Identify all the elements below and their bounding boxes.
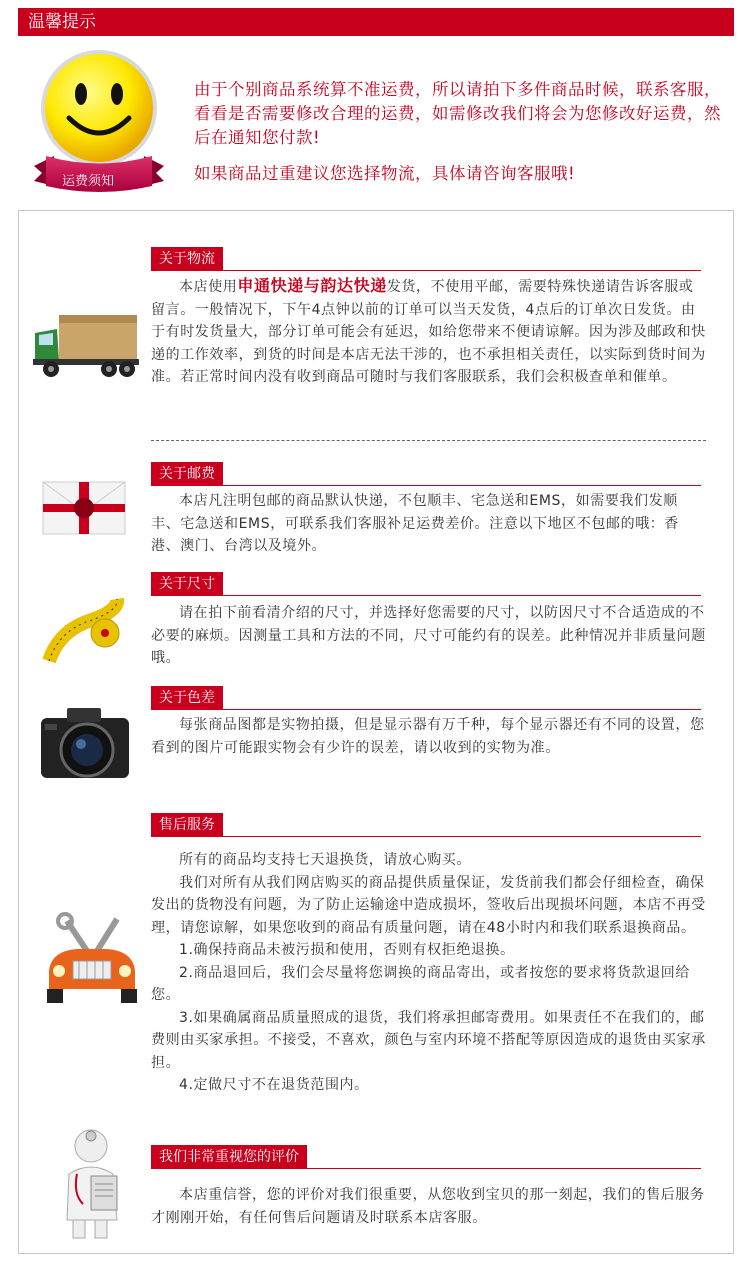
notice-paragraph-1: 由于个别商品系统算不准运费，所以请拍下多件商品时候，联系客服，看看是否需要修改合理的运费，如需修改我们将会为您修改好运费，然后在通知您付款! xyxy=(194,80,721,147)
smiley-badge xyxy=(24,46,174,196)
section-review xyxy=(19,1116,733,1251)
tape-measure-icon xyxy=(39,591,129,675)
section-logistics-label: 关于物流 xyxy=(151,247,223,271)
section-color xyxy=(19,686,733,801)
aftersale-p2: 我们对所有从我们网店购买的商品提供质量保证，发货前我们都会仔细检查，确保发出的货物没有问题，为了防止运输途中造成损坏，签收后出现损坏问题，本店不再受理，请您谅解，如果您收到的商品有质量问题，请在48小时内和我们联系退换商品。 xyxy=(151,874,706,936)
aftersale-p6: 4.定做尺寸不在退货范围内。 xyxy=(179,1077,369,1093)
truck-icon xyxy=(31,311,141,385)
section-divider xyxy=(151,1168,701,1169)
policy-box xyxy=(18,210,734,1254)
section-review-body xyxy=(151,1184,706,1229)
section-postage xyxy=(19,456,733,571)
section-aftersale xyxy=(19,811,733,1111)
logistics-highlight: 申通快递与韵达快递 xyxy=(237,276,387,295)
tip-header-title: 温馨提示 xyxy=(28,12,96,32)
logistics-rest: 发货，不使用平邮，需要特殊快递请告诉客服或留言。一般情况下，下午4点钟以前的订单可以当天发货，4点后的订单次日发货。由于有时发货量大，部分订单可能会有延迟，如给您带来不便请谅解。因为涉及邮政和快递的工作效率，到货的时间是本店无法干涉的，也不承担相关责任，以实际到货时间为准。若正常时间内没有收到商品可随时与我们客服联系，我们会积极查单和催单。 xyxy=(151,279,706,385)
postage-text: 本店凡注明包邮的商品默认快递，不包顺丰、宅急送和EMS，如需要我们发顺丰、宅急送和EMS，可联系我们客服补足运费差价。注意以下地区不包邮的哦：香港、澳门、台湾以及境外。 xyxy=(151,493,680,554)
section-divider xyxy=(151,485,701,486)
logistics-intro: 本店使用 xyxy=(179,279,238,295)
section-size xyxy=(19,571,733,686)
envelope-icon xyxy=(41,478,127,542)
notice-text xyxy=(194,78,734,186)
section-divider xyxy=(151,270,701,271)
service-car-icon xyxy=(37,911,147,1015)
section-size-body xyxy=(151,602,706,670)
color-text: 每张商品图都是实物拍摄，但是显示器有万千种，每个显示器还有不同的设置，您看到的图片可能跟实物会有少许的误差，请以收到的实物为准。 xyxy=(151,717,705,756)
section-logistics-body xyxy=(151,275,706,389)
review-text: 本店重信誉，您的评价对我们很重要，从您收到宝贝的那一刻起，我们的售后服务才刚刚开始，有任何售后问题请及时联系本店客服。 xyxy=(151,1187,705,1226)
camera-icon xyxy=(37,702,133,788)
section-review-label: 我们非常重视您的评价 xyxy=(151,1145,307,1169)
section-postage-body xyxy=(151,490,706,558)
section-color-label: 关于色差 xyxy=(151,686,223,710)
section-divider xyxy=(151,595,701,596)
section-color-body xyxy=(151,714,706,759)
section-divider xyxy=(151,836,701,837)
tip-header-bar xyxy=(18,8,734,36)
section-size-label: 关于尺寸 xyxy=(151,572,223,596)
notice-badge-label: 运费须知 xyxy=(62,174,115,189)
aftersale-p4: 2.商品退回后，我们会尽量将您调换的商品寄出，或者按您的要求将货款退回给您。 xyxy=(151,964,690,1003)
section-divider xyxy=(151,709,701,710)
section-logistics xyxy=(19,211,733,451)
doctor-figure-icon xyxy=(55,1124,135,1248)
size-text: 请在拍下前看清介绍的尺寸，并选择好您需要的尺寸，以防因尺寸不合适造成的不必要的麻烦。因测量工具和方法的不同，尺寸可能约有的误差。此种情况并非质量问题哦。 xyxy=(151,605,706,666)
notice-paragraph-2: 如果商品过重建议您选择物流，具体请咨询客服哦! xyxy=(194,164,576,183)
section-aftersale-label: 售后服务 xyxy=(151,813,223,837)
shipping-notice xyxy=(18,40,734,200)
aftersale-p1: 所有的商品均支持七天退换货，请放心购买。 xyxy=(179,852,471,868)
section-aftersale-body xyxy=(151,849,706,1097)
aftersale-p3: 1.确保持商品未被污损和使用，否则有权拒绝退换。 xyxy=(179,942,515,958)
aftersale-p5: 3.如果确属商品质量照成的退货，我们将承担邮寄费用。如果责任不在我们的，邮费则由买家承担。不接受，不喜欢，颜色与室内环境不搭配等原因造成的退货由买家承担。 xyxy=(151,1009,706,1071)
dotted-divider xyxy=(151,440,706,441)
section-postage-label: 关于邮费 xyxy=(151,462,223,486)
